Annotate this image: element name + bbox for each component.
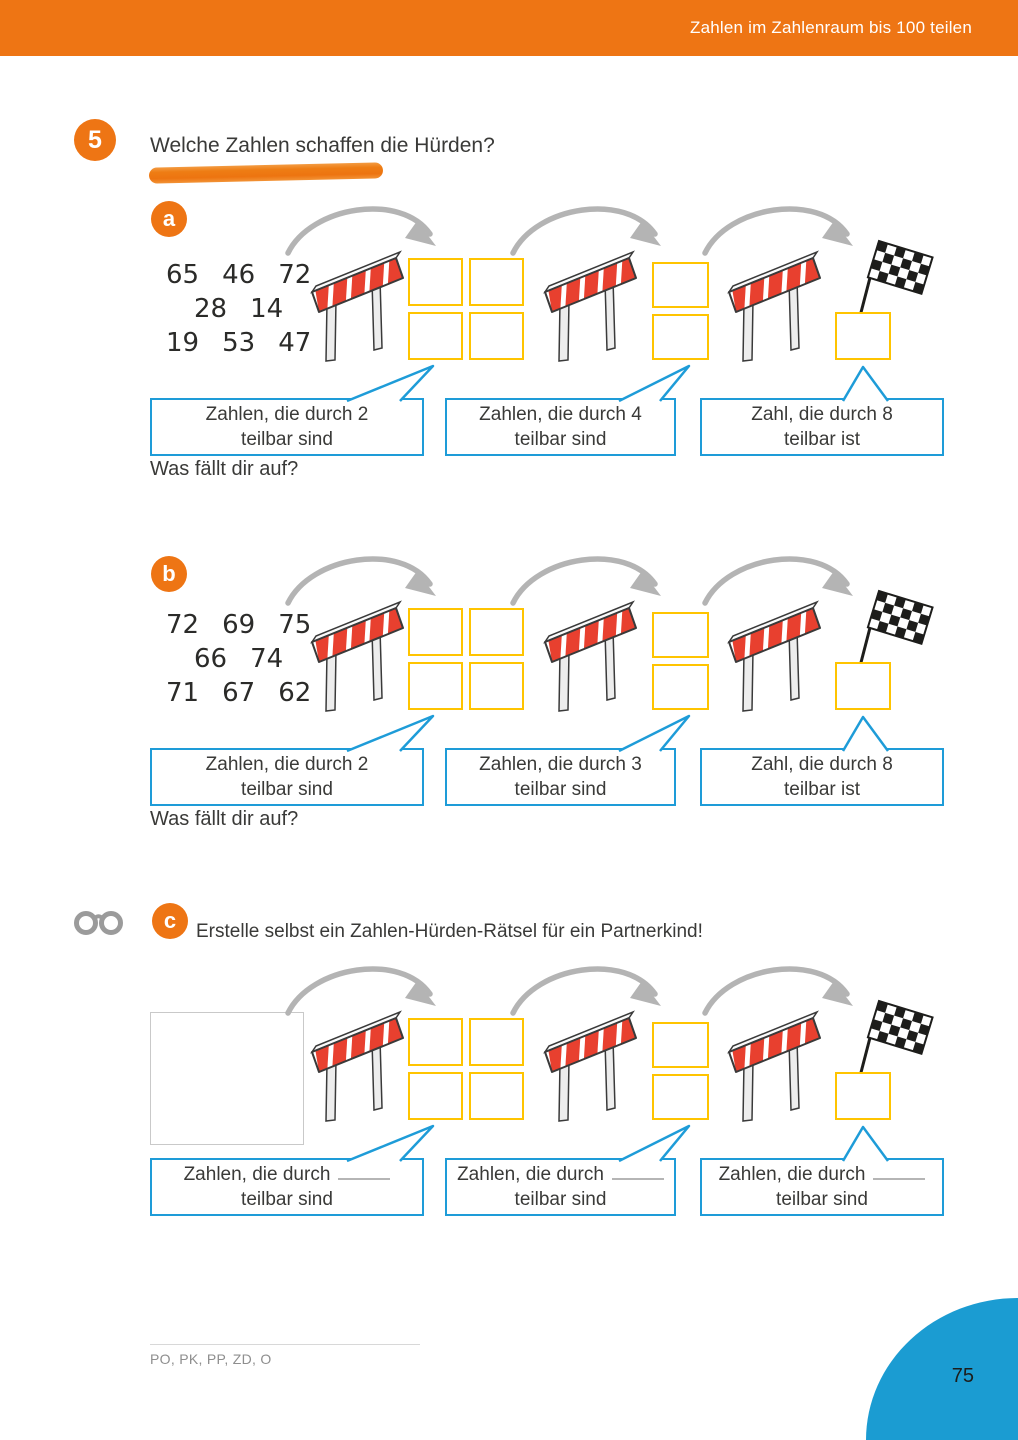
barrier-icon: [310, 246, 405, 364]
answer-boxes-grid: [408, 1018, 524, 1120]
section-c-badge: c: [152, 903, 188, 939]
speech-bubble: Zahlen, die durch teilbar sind: [445, 1158, 676, 1216]
speech-bubble: Zahl, die durch 8 teilbar ist: [700, 748, 944, 806]
number: 28: [194, 294, 228, 324]
answer-box[interactable]: [652, 664, 709, 710]
barrier-icon: [727, 246, 822, 364]
bubble-tail: [600, 362, 700, 404]
number: 46: [222, 260, 256, 290]
number: 47: [278, 328, 312, 358]
section-b-badge: b: [151, 556, 187, 592]
bubble-tail: [330, 362, 440, 404]
answer-box[interactable]: [652, 314, 709, 360]
bubble-tail: [600, 1122, 700, 1164]
speech-bubble: Zahl, die durch 8 teilbar ist: [700, 398, 944, 456]
number: 53: [222, 328, 256, 358]
barrier-icon: [543, 246, 638, 364]
number-row: [166, 326, 311, 360]
answer-box[interactable]: [469, 608, 524, 656]
answer-box[interactable]: [652, 612, 709, 658]
number: 62: [278, 678, 312, 708]
number: 65: [166, 260, 200, 290]
speech-bubble: Zahlen, die durch teilbar sind: [700, 1158, 944, 1216]
answer-box[interactable]: [469, 662, 524, 710]
answer-box[interactable]: [469, 258, 524, 306]
answer-box[interactable]: [652, 1074, 709, 1120]
highlight-stroke: [149, 162, 383, 183]
answer-boxes-grid: [408, 258, 524, 360]
answer-box[interactable]: [652, 1022, 709, 1068]
number-pool: [166, 258, 311, 360]
bubble-tail: [600, 712, 700, 754]
answer-box[interactable]: [408, 1018, 463, 1066]
speech-bubble: Zahlen, die durch 2 teilbar sind: [150, 748, 424, 806]
section-b-track: [0, 546, 1018, 846]
answer-box-final[interactable]: [835, 662, 891, 710]
answer-box[interactable]: [652, 262, 709, 308]
answer-boxes-grid: [408, 608, 524, 710]
barrier-icon: [727, 596, 822, 714]
answer-box[interactable]: [408, 258, 463, 306]
number: 75: [278, 610, 312, 640]
number-row: [166, 292, 311, 326]
own-numbers-box[interactable]: [150, 1012, 304, 1145]
number: 14: [250, 294, 284, 324]
divisor-blank[interactable]: [612, 1166, 664, 1180]
number: 74: [250, 644, 284, 674]
answer-box[interactable]: [408, 608, 463, 656]
section-a-badge: a: [151, 201, 187, 237]
barrier-icon: [543, 596, 638, 714]
answer-box[interactable]: [408, 312, 463, 360]
answer-box[interactable]: [469, 1018, 524, 1066]
answer-box[interactable]: [408, 662, 463, 710]
number-row: [166, 608, 311, 642]
barrier-icon: [543, 1006, 638, 1124]
answer-boxes-column: [652, 612, 709, 710]
barrier-icon: [727, 1006, 822, 1124]
number: 66: [194, 644, 228, 674]
reflection-question: Was fällt dir auf?: [150, 808, 299, 830]
speech-bubble: Zahlen, die durch 3 teilbar sind: [445, 748, 676, 806]
page-header: [0, 0, 1018, 56]
number: 67: [222, 678, 256, 708]
number: 72: [278, 260, 312, 290]
corner-decoration: [866, 1298, 1018, 1440]
answer-box-final[interactable]: [835, 312, 891, 360]
reflection-question: Was fällt dir auf?: [150, 458, 299, 480]
section-c-track: [0, 956, 1018, 1256]
number: 72: [166, 610, 200, 640]
bubble-tail: [838, 714, 894, 754]
barrier-icon: [310, 1006, 405, 1124]
bubble-tail: [838, 1124, 894, 1164]
exercise-title: Welche Zahlen schaffen die Hürden?: [150, 134, 495, 157]
bubble-tail: [330, 712, 440, 754]
exercise-number-badge: 5: [74, 119, 116, 161]
number-row: [166, 258, 311, 292]
bubble-tail: [838, 364, 894, 404]
number: 69: [222, 610, 256, 640]
glasses-icon: [73, 906, 127, 938]
bubble-tail: [330, 1122, 440, 1164]
divisor-blank[interactable]: [338, 1166, 390, 1180]
number: 19: [166, 328, 200, 358]
speech-bubble: Zahlen, die durch 4 teilbar sind: [445, 398, 676, 456]
answer-box[interactable]: [469, 312, 524, 360]
competency-codes: PO, PK, PP, ZD, O: [150, 1351, 272, 1367]
number: 71: [166, 678, 200, 708]
speech-bubble: Zahlen, die durch teilbar sind: [150, 1158, 424, 1216]
number-pool: [166, 608, 311, 710]
chapter-title: Zahlen im Zahlenraum bis 100 teilen: [690, 18, 972, 37]
section-a-track: [0, 196, 1018, 496]
number-row: [166, 642, 311, 676]
answer-boxes-column: [652, 1022, 709, 1120]
answer-box[interactable]: [408, 1072, 463, 1120]
answer-box-final[interactable]: [835, 1072, 891, 1120]
answer-box[interactable]: [469, 1072, 524, 1120]
footer-divider: [150, 1344, 420, 1345]
page-number: 75: [951, 1365, 974, 1387]
barrier-icon: [310, 596, 405, 714]
speech-bubble: Zahlen, die durch 2 teilbar sind: [150, 398, 424, 456]
section-c-instruction: Erstelle selbst ein Zahlen-Hürden-Rätsel für ein Partnerkind!: [196, 921, 703, 942]
answer-boxes-column: [652, 262, 709, 360]
divisor-blank[interactable]: [873, 1166, 925, 1180]
number-row: [166, 676, 311, 710]
